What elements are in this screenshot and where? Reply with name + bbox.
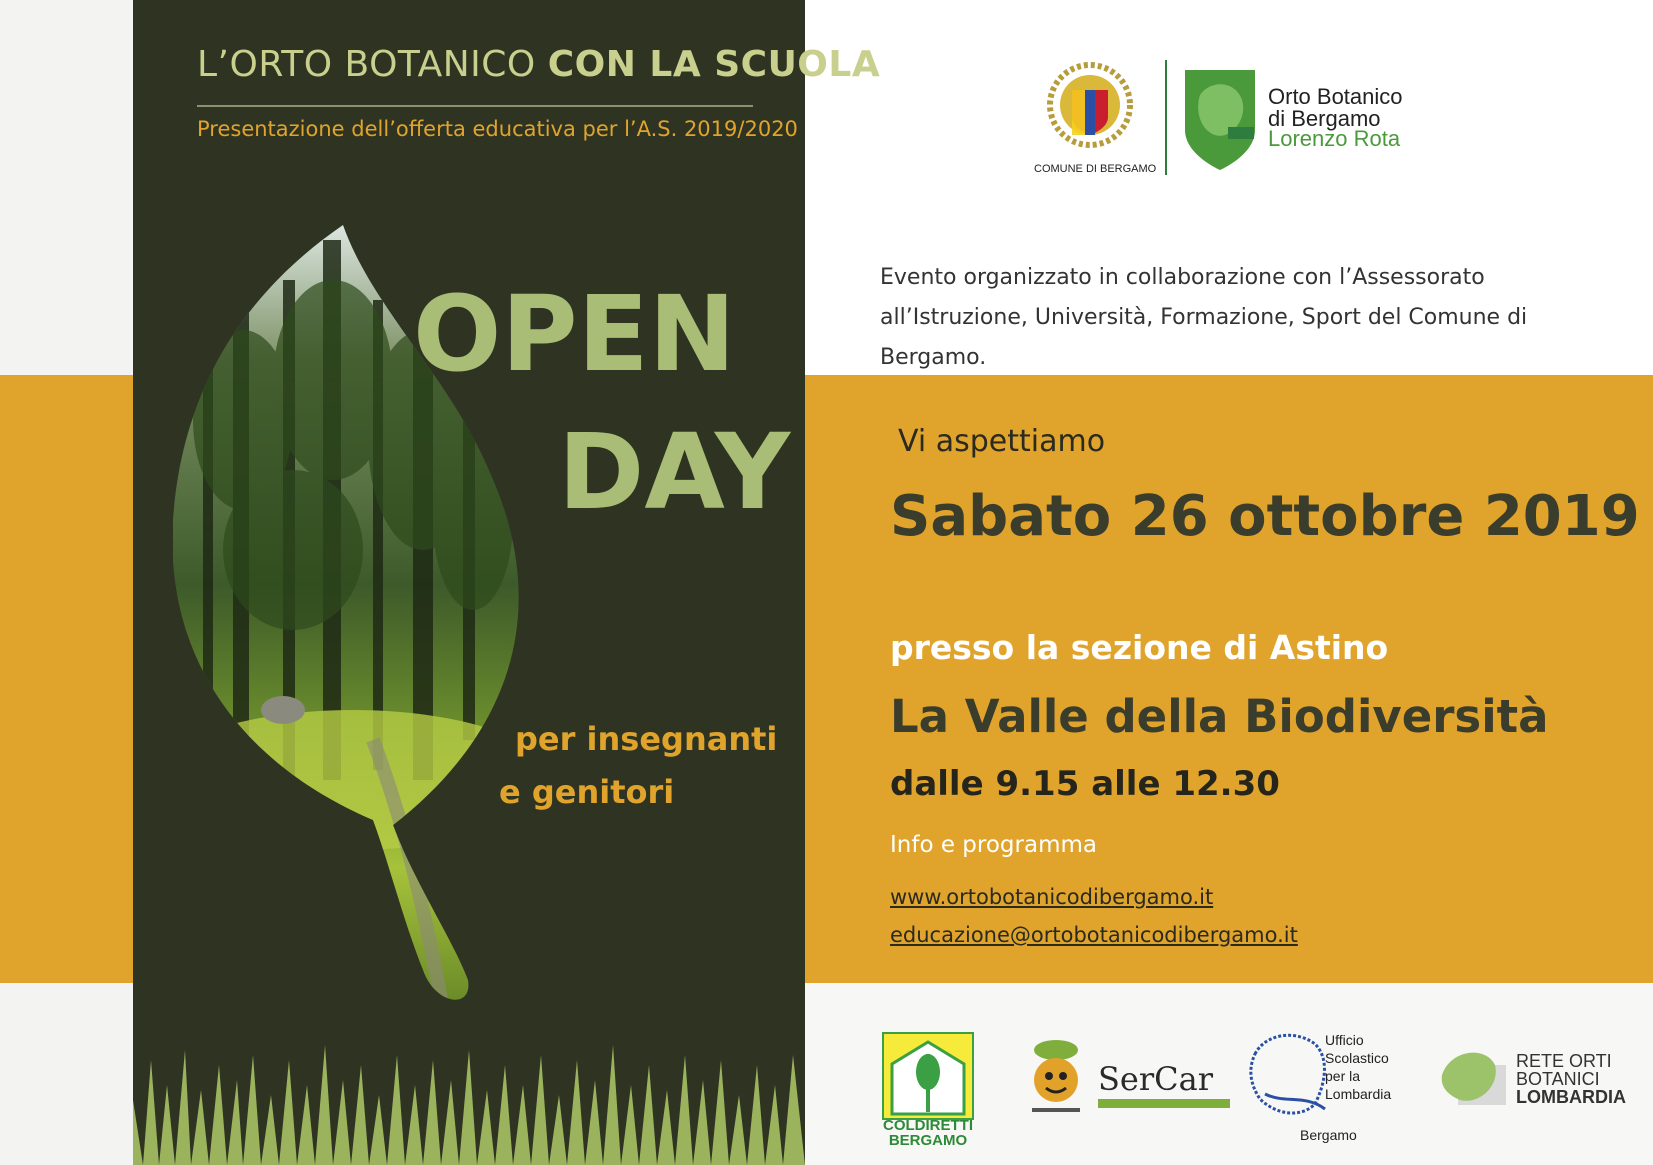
ufficio-line4: Lombardia (1325, 1086, 1392, 1102)
chef-mascot-icon (1022, 1040, 1092, 1115)
location-intro: presso la sezione di Astino (890, 628, 1389, 667)
orto-botanico-logo (1185, 70, 1255, 170)
audience-line1: per insegnanti (515, 720, 778, 758)
open-title-line1: OPEN (413, 273, 736, 395)
ufficio-city: Bergamo (1300, 1127, 1357, 1143)
collaboration-note: Evento organizzato in collaborazione con l’Assessorato all’Istruzione, Università, Formazione, Sport del Comune di Bergamo. (880, 265, 1528, 370)
ufficio-line1: Ufficio (1325, 1032, 1364, 1048)
event-hours: dalle 9.15 alle 12.30 (890, 764, 1280, 804)
email-link[interactable]: educazione@ortobotanicodibergamo.it (890, 923, 1298, 947)
sercar-strip (1098, 1099, 1230, 1108)
grass-illustration (133, 1040, 805, 1165)
panel-title-bold: CON LA SCUOLA (547, 44, 881, 85)
logo-divider (1165, 60, 1167, 175)
comune-di-bergamo-logo (1050, 65, 1130, 145)
panel-title (197, 44, 880, 85)
coldiretti-name-line2: BERGAMO (888, 1132, 968, 1149)
rete-line2: BOTANICI (1516, 1069, 1600, 1089)
orto-name-line1: Orto Botanico (1268, 84, 1403, 109)
panel-subtitle: Presentazione dell’offerta educativa per l’A.S. 2019/2020 (197, 117, 798, 141)
panel-divider (197, 105, 753, 107)
rete-orti-logo (1440, 1040, 1640, 1120)
sercar-logo (1022, 1040, 1212, 1115)
wheat-icon (884, 1034, 972, 1118)
coldiretti-logo (880, 1020, 976, 1149)
leaf-icon (1440, 1045, 1510, 1115)
sercar-name: SerCar (1098, 1060, 1214, 1098)
ufficio-scolastico-logo (1245, 1012, 1445, 1147)
location-name: La Valle della Biodiversità (890, 690, 1549, 743)
coldiretti-name-line1: COLDIRETTI (883, 1117, 973, 1134)
coldiretti-emblem (882, 1032, 974, 1120)
event-date: Sabato 26 ottobre 2019 (890, 484, 1640, 549)
open-title-line2: DAY (558, 411, 791, 533)
orto-name-line3: Lorenzo Rota (1268, 126, 1401, 151)
ufficio-line2: Scolastico (1325, 1050, 1389, 1066)
website-link[interactable]: www.ortobotanicodibergamo.it (890, 885, 1214, 909)
lombardia-map-icon (1245, 1024, 1335, 1124)
rete-line1: RETE ORTI (1516, 1051, 1612, 1071)
rete-line3: LOMBARDIA (1516, 1087, 1626, 1107)
info-label: Info e programma (890, 832, 1097, 858)
left-panel (133, 0, 881, 1165)
ufficio-line3: per la (1325, 1068, 1361, 1084)
event-intro: Vi aspettiamo (898, 424, 1106, 459)
orto-name-line2: di Bergamo (1268, 106, 1381, 131)
panel-title-light: L’ORTO BOTANICO (197, 44, 536, 85)
page-margin (0, 0, 133, 375)
audience-line2: e genitori (499, 773, 675, 811)
comune-name: COMUNE DI BERGAMO (1034, 163, 1157, 175)
